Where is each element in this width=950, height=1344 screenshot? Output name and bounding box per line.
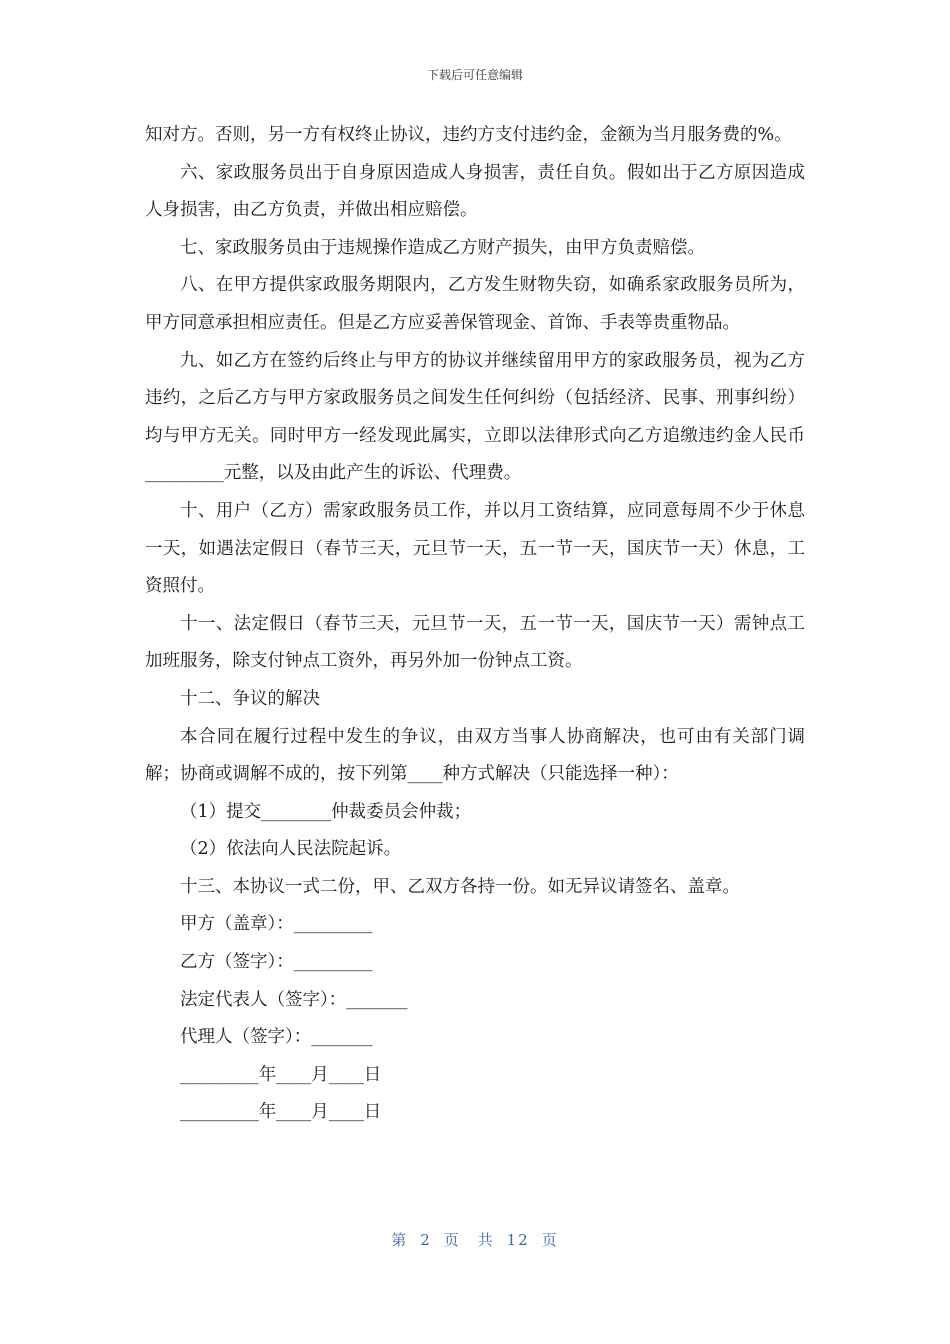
clause-8: 八、在甲方提供家政服务期限内，乙方发生财物失窃，如确系家政服务员所为，甲方同意承担相应责任。但是乙方应妥善保管现金、首饰、手表等贵重物品。 <box>145 275 805 333</box>
party-b-signature-line: 乙方（签字）：_________ <box>180 952 373 973</box>
paragraph-continuation: 知对方。否则，另一方有权终止协议，违约方支付违约金，金额为当月服务费的%。 <box>145 125 792 145</box>
dispute-option-1: （1）提交________仲裁委员会仲裁； <box>180 801 472 822</box>
clause-11: 十一、法定假日（春节三天，元旦节一天，五一节一天，国庆节一天）需钟点工加班服务，除支付钟点工资外，再另外加一份钟点工资。 <box>145 613 805 672</box>
footer-total-pages: 12 <box>506 1231 530 1249</box>
document-body <box>145 117 805 1132</box>
party-a-seal-line: 甲方（盖章）：_________ <box>180 914 373 935</box>
footer-suffix: 页 <box>541 1231 559 1249</box>
date-line-1: _________年____月____日 <box>180 1064 382 1085</box>
clause-9: 九、如乙方在签约后终止与甲方的协议并继续留用甲方的家政服务员，视为乙方违约，之后乙方与甲方家政服务员之间发生任何纠纷（包括经济、民事、刑事纠纷）均与甲方无关。同时甲方一经发现此属实，立即以法律形式向乙方追缴违约金人民币_________元整，以及由此产生的诉讼、代理费。 <box>145 350 805 484</box>
dispute-resolution-text: 本合同在履行过程中发生的争议，由双方当事人协商解决，也可由有关部门调解；协商或调解不成的，按下列第____种方式解决（只能选择一种）： <box>145 726 805 785</box>
clause-6: 六、家政服务员出于自身原因造成人身损害，责任自负。假如出于乙方原因造成人身损害，由乙方负责，并做出相应赔偿。 <box>145 162 805 221</box>
clause-7: 七、家政服务员由于违规操作造成乙方财产损失，由甲方负责赔偿。 <box>180 237 705 258</box>
agent-signature-line: 代理人（签字）：_______ <box>180 1027 373 1048</box>
page-header-note: 下载后可任意编辑 <box>426 68 523 82</box>
dispute-option-2: （2）依法向人民法院起诉。 <box>180 839 402 860</box>
footer-middle: 页 共 <box>443 1231 495 1249</box>
footer-prefix: 第 <box>391 1231 409 1249</box>
footer-current-page: 2 <box>420 1231 432 1249</box>
clause-12-heading: 十二、争议的解决 <box>180 688 320 709</box>
clause-13: 十三、本协议一式二份，甲、乙双方各持一份。如无异议请签名、盖章。 <box>180 876 740 897</box>
page-footer <box>0 1229 950 1250</box>
legal-representative-line: 法定代表人（签字）：_______ <box>180 989 408 1010</box>
clause-10: 十、用户（乙方）需家政服务员工作，并以月工资结算，应同意每周不少于休息一天，如遇法定假日（春节三天，元旦节一天，五一节一天，国庆节一天）休息，工资照付。 <box>145 500 805 597</box>
date-line-2: _________年____月____日 <box>180 1102 382 1123</box>
